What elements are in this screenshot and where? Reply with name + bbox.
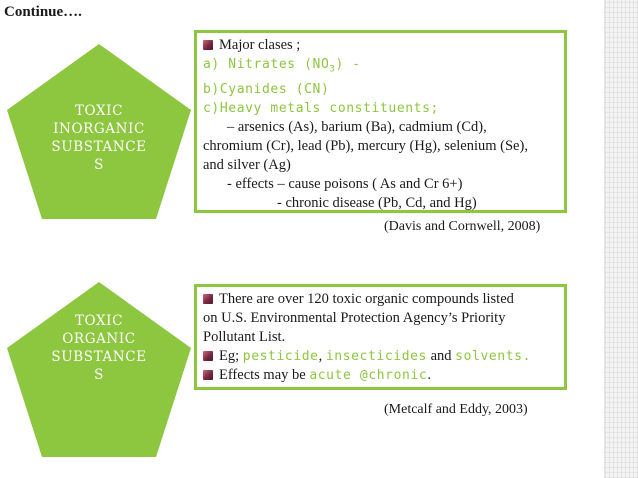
inorganic-info-box	[194, 30, 567, 213]
effects-term: acute @chronic	[309, 368, 428, 383]
pentagon-label-line: TOXIC	[74, 313, 124, 329]
eg-term: insecticides	[325, 349, 427, 364]
nitrates-suffix: ) -	[335, 57, 361, 72]
effects-line: - effects – cause poisons ( As and Cr 6+)	[227, 175, 463, 192]
page-edge-texture	[604, 0, 638, 478]
pentagon-label-line: ORGANIC	[62, 331, 136, 347]
effects-suffix: .	[427, 367, 431, 383]
metals-line: and silver (Ag)	[203, 156, 291, 173]
bullet-icon	[203, 294, 213, 304]
box-line	[203, 290, 558, 309]
chronic-line: - chronic disease (Pb, Cd, and Hg)	[277, 194, 477, 211]
organic-pentagon	[4, 280, 194, 460]
bullet-text: Major clases ;	[219, 37, 301, 53]
eg-prefix: Eg;	[219, 348, 243, 364]
cyanides-line: b)Cyanides (CN)	[203, 81, 330, 97]
citation: (Metcalf and Eddy, 2003)	[384, 402, 528, 417]
nitrates-subscript: 3	[329, 64, 336, 75]
inorganic-pentagon	[4, 42, 194, 222]
eg-term: pesticide	[242, 349, 319, 364]
pentagon-label-line: S	[94, 157, 104, 173]
nitrates-line	[203, 55, 558, 80]
pentagon-label-line: S	[94, 367, 104, 383]
bullet-icon	[203, 351, 213, 361]
heavy-metals-line: c)Heavy metals constituents;	[203, 100, 439, 116]
box-line: Pollutant List.	[203, 329, 286, 345]
pentagon-label-line: SUBSTANCE	[51, 349, 147, 365]
effects-prefix: Effects may be	[219, 367, 310, 383]
effects-line	[203, 366, 558, 385]
nitrates-prefix: a) Nitrates (NO	[203, 57, 330, 72]
eg-separator: and	[426, 348, 456, 364]
pentagon-label-line: INORGANIC	[53, 121, 145, 137]
pentagon-label-line: SUBSTANCE	[51, 139, 147, 155]
box-line	[203, 36, 558, 55]
pentagon-label-line: TOXIC	[74, 103, 124, 119]
metals-line: – arsenics (As), barium (Ba), cadmium (Cd),	[227, 118, 487, 135]
eg-term: solvents.	[455, 349, 532, 364]
box-line: on U.S. Environmental Protection Agency’s Priority	[203, 310, 506, 326]
metals-line: chromium (Cr), lead (Pb), mercury (Hg), selenium (Se),	[203, 137, 528, 154]
bullet-icon	[203, 370, 213, 380]
slide-heading: Continue….	[4, 4, 82, 20]
bullet-text: There are over 120 toxic organic compounds listed	[219, 291, 514, 307]
examples-line	[203, 347, 558, 366]
eg-separator: ,	[318, 348, 326, 364]
bullet-icon	[203, 40, 213, 50]
citation: (Davis and Cornwell, 2008)	[384, 219, 541, 234]
organic-info-box	[194, 284, 567, 390]
